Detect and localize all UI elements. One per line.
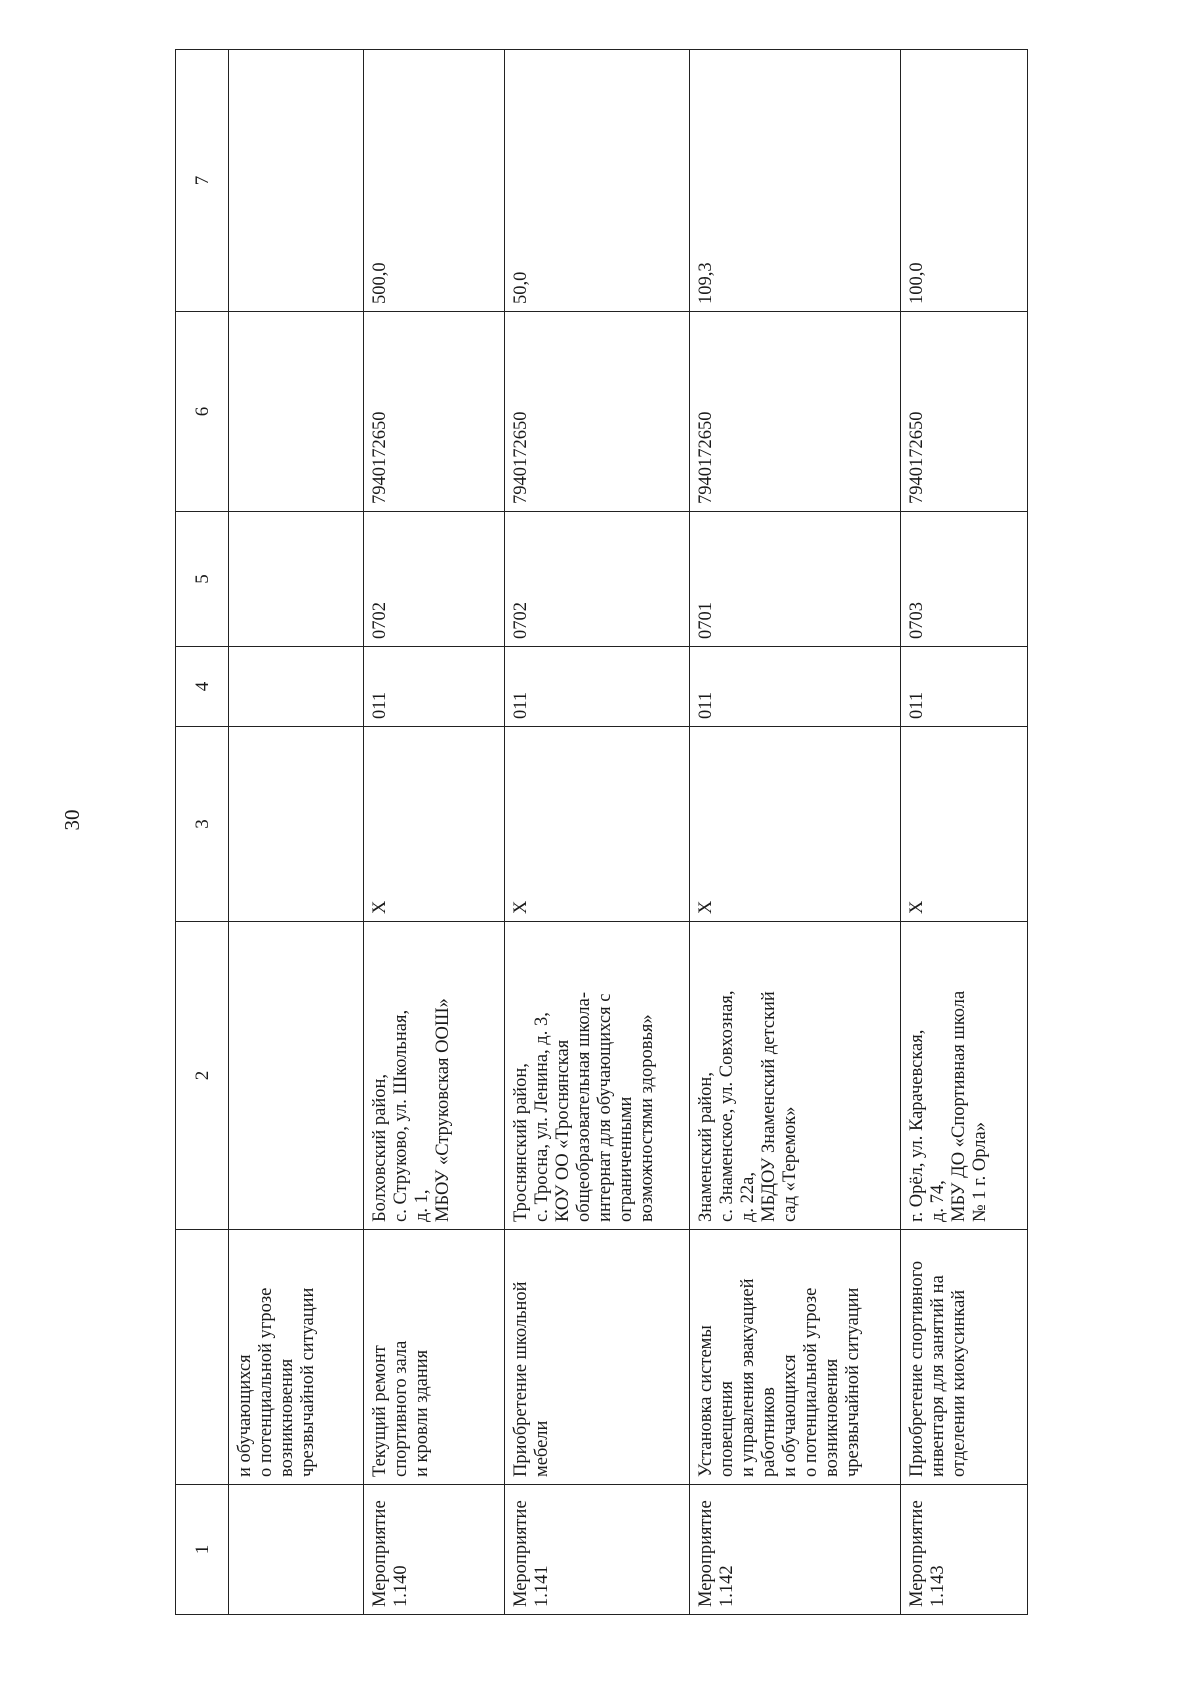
cell-id: [229, 1485, 364, 1615]
table-row: [505, 50, 690, 1615]
cell-id: Мероприятие 1.141: [505, 1485, 690, 1615]
cell-c3: [229, 727, 364, 922]
cell-location: Троснянский район, с. Тросна, ул. Ленина, д. 3, КОУ ОО «Троснянская общеобразовательная школа- интернат для обучающихся с ограниченными возможностями здоровья»: [505, 922, 690, 1230]
table-row-continuation: [229, 50, 364, 1615]
cell-c4: 011: [505, 647, 690, 727]
cell-c6: 7940172650: [505, 312, 690, 512]
header-col-1: 1: [176, 1485, 229, 1615]
cell-c5: [229, 512, 364, 647]
header-col-6: 6: [176, 312, 229, 512]
cell-c4: [229, 647, 364, 727]
cell-c5: 0701: [690, 512, 901, 647]
cell-c5: 0702: [364, 512, 505, 647]
header-col-7: 7: [176, 50, 229, 312]
activities-table: [175, 49, 1028, 1615]
page-number: 30: [60, 809, 84, 831]
cell-c4: 011: [364, 647, 505, 727]
table-row: [690, 50, 901, 1615]
cell-activity: и обучающихся о потенциальной угрозе возникновения чрезвычайной ситуации: [229, 1230, 364, 1485]
cell-c7: 100,0: [901, 50, 1028, 312]
cell-activity: Текущий ремонт спортивного зала и кровли здания: [364, 1230, 505, 1485]
cell-location: г. Орёл, ул. Карачевская, д. 74, МБУ ДО «Спортивная школа № 1 г. Орла»: [901, 922, 1028, 1230]
cell-activity: Приобретение школьной мебели: [505, 1230, 690, 1485]
cell-id: Мероприятие 1.142: [690, 1485, 901, 1615]
cell-location: [229, 922, 364, 1230]
cell-c4: 011: [690, 647, 901, 727]
header-col-5: 5: [176, 512, 229, 647]
cell-c7: 109,3: [690, 50, 901, 312]
header-col-1b: [176, 1230, 229, 1485]
table-row: [901, 50, 1028, 1615]
cell-location: Болховский район, с. Струково, ул. Школьная, д. 1, МБОУ «Струковская ООШ»: [364, 922, 505, 1230]
cell-c3: X: [690, 727, 901, 922]
cell-c7: [229, 50, 364, 312]
cell-c7: 50,0: [505, 50, 690, 312]
cell-c3: X: [505, 727, 690, 922]
cell-c3: X: [901, 727, 1028, 922]
header-col-4: 4: [176, 647, 229, 727]
cell-activity: Установка системы оповещения и управления эвакуацией работников и обучающихся о потенциальной угрозе возникновения чрезвычайной ситуации: [690, 1230, 901, 1485]
cell-c6: 7940172650: [690, 312, 901, 512]
table-rotated-container: [175, 50, 1075, 1615]
cell-c5: 0703: [901, 512, 1028, 647]
header-col-2: 2: [176, 922, 229, 1230]
cell-c7: 500,0: [364, 50, 505, 312]
cell-id: Мероприятие 1.140: [364, 1485, 505, 1615]
cell-c6: [229, 312, 364, 512]
cell-c5: 0702: [505, 512, 690, 647]
table-row: [364, 50, 505, 1615]
cell-activity: Приобретение спортивного инвентаря для занятий на отделении киокусинкай: [901, 1230, 1028, 1485]
cell-id: Мероприятие 1.143: [901, 1485, 1028, 1615]
cell-location: Знаменский район, с. Знаменское, ул. Совхозная, д. 22а, МБДОУ Знаменский детский сад «Теремок»: [690, 922, 901, 1230]
cell-c4: 011: [901, 647, 1028, 727]
header-row: [176, 50, 229, 1615]
cell-c6: 7940172650: [901, 312, 1028, 512]
cell-c3: X: [364, 727, 505, 922]
header-col-3: 3: [176, 727, 229, 922]
cell-c6: 7940172650: [364, 312, 505, 512]
